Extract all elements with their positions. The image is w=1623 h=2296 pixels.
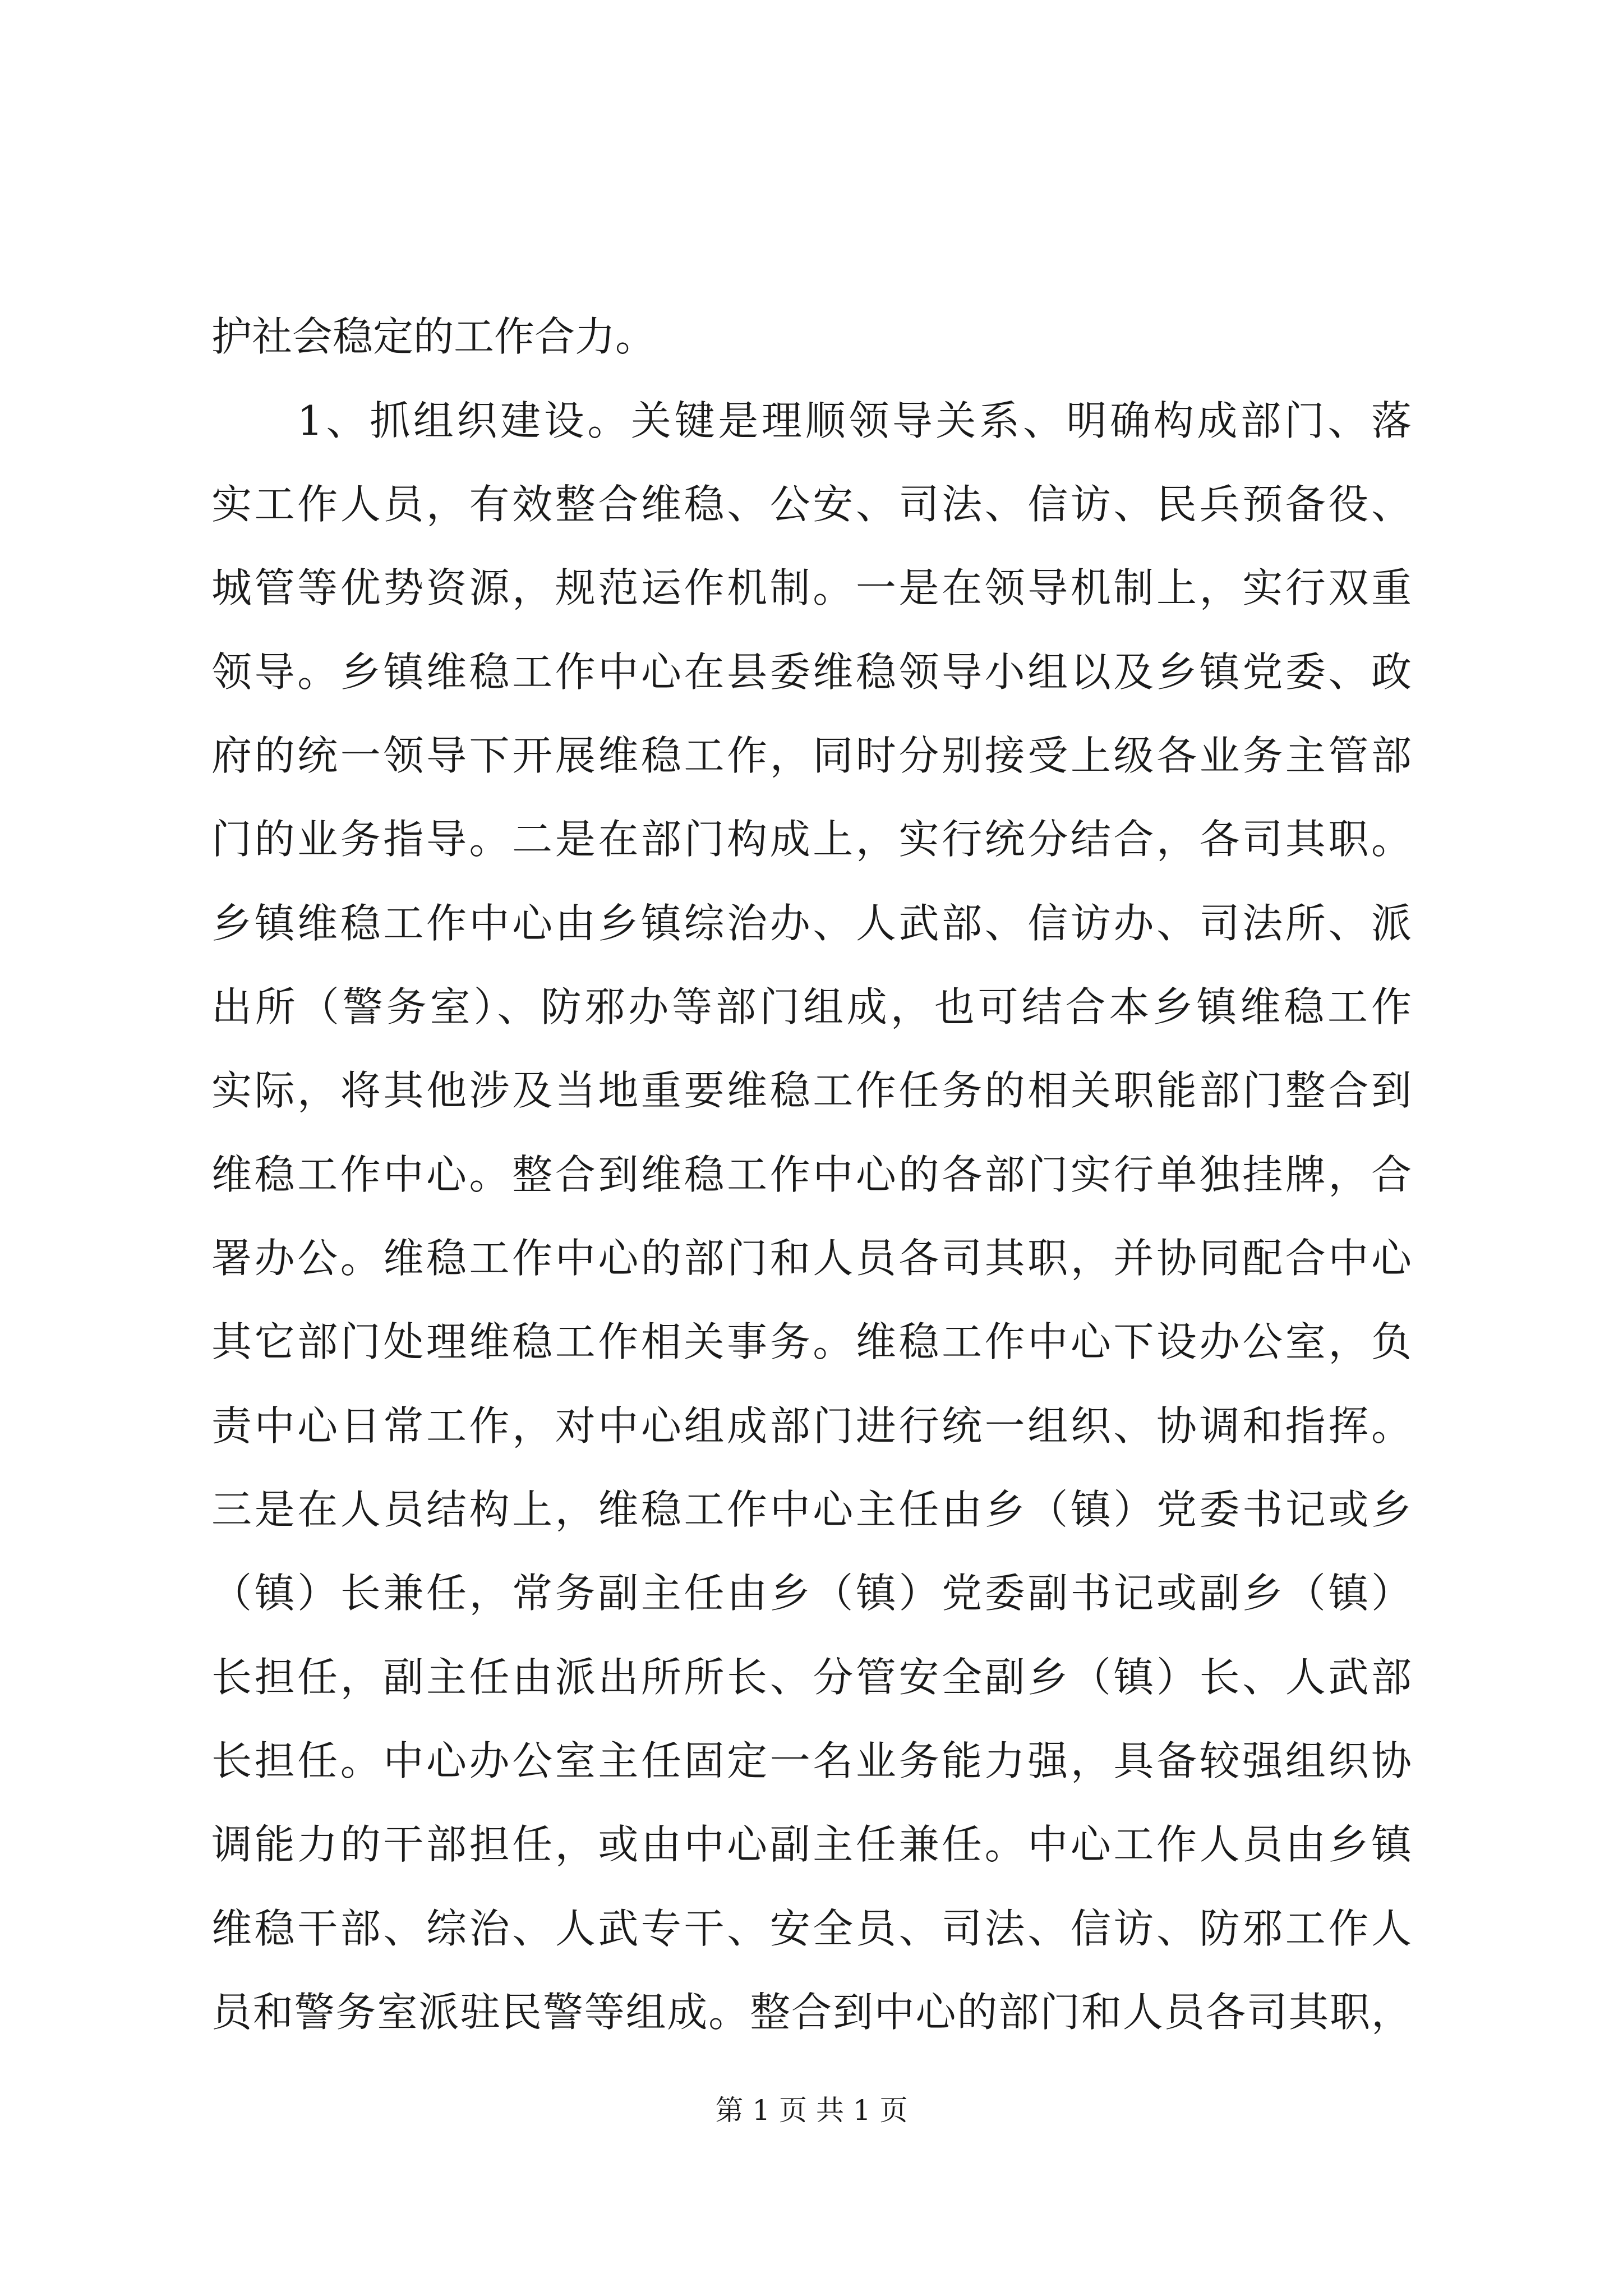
- text-line: 调能力的干部担任，或由中心副主任兼任。中心工作人员由乡镇: [211, 1821, 1412, 1868]
- text-line: 员和警务室派驻民警等组成。整合到中心的部门和人员各司其职，: [211, 1989, 1412, 2036]
- text-line: 护社会稳定的工作合力。: [211, 313, 656, 360]
- page-footer: 第 1 页 共 1 页: [715, 2094, 908, 2127]
- text-line: 乡镇维稳工作中心由乡镇综治办、人武部、信访办、司法所、派: [211, 900, 1412, 947]
- text-line: 维稳工作中心。整合到维稳工作中心的各部门实行单独挂牌，合: [211, 1151, 1412, 1198]
- text-line: 城管等优势资源，规范运作机制。一是在领导机制上，实行双重: [211, 564, 1412, 611]
- text-line: 长担任，副主任由派出所所长、分管安全副乡（镇）长、人武部: [211, 1654, 1412, 1701]
- text-line: 领导。乡镇维稳工作中心在县委维稳领导小组以及乡镇党委、政: [211, 648, 1412, 696]
- text-line: 署办公。维稳工作中心的部门和人员各司其职，并协同配合中心: [211, 1235, 1412, 1282]
- text-line: 府的统一领导下开展维稳工作，同时分别接受上级各业务主管部: [211, 732, 1412, 779]
- paragraph-first-line: 1、抓组织建设。关键是理顺领导关系、明确构成部门、落: [297, 397, 1412, 444]
- text-line: 维稳干部、综治、人武专干、安全员、司法、信访、防邪工作人: [211, 1905, 1412, 1952]
- text-line: 实工作人员，有效整合维稳、公安、司法、信访、民兵预备役、: [211, 481, 1412, 528]
- text-line: 出所（警务室）、防邪办等部门组成，也可结合本乡镇维稳工作: [211, 983, 1412, 1030]
- text-line: 长担任。中心办公室主任固定一名业务能力强，具备较强组织协: [211, 1737, 1412, 1784]
- text-line: 三是在人员结构上，维稳工作中心主任由乡（镇）党委书记或乡: [211, 1486, 1412, 1533]
- text-line: 其它部门处理维稳工作相关事务。维稳工作中心下设办公室，负: [211, 1318, 1412, 1365]
- text-line: （镇）长兼任，常务副主任由乡（镇）党委副书记或副乡（镇）: [211, 1570, 1412, 1617]
- text-line: 责中心日常工作，对中心组成部门进行统一组织、协调和指挥。: [211, 1402, 1412, 1450]
- text-line: 门的业务指导。二是在部门构成上，实行统分结合，各司其职。: [211, 816, 1412, 863]
- text-line: 实际，将其他涉及当地重要维稳工作任务的相关职能部门整合到: [211, 1067, 1412, 1114]
